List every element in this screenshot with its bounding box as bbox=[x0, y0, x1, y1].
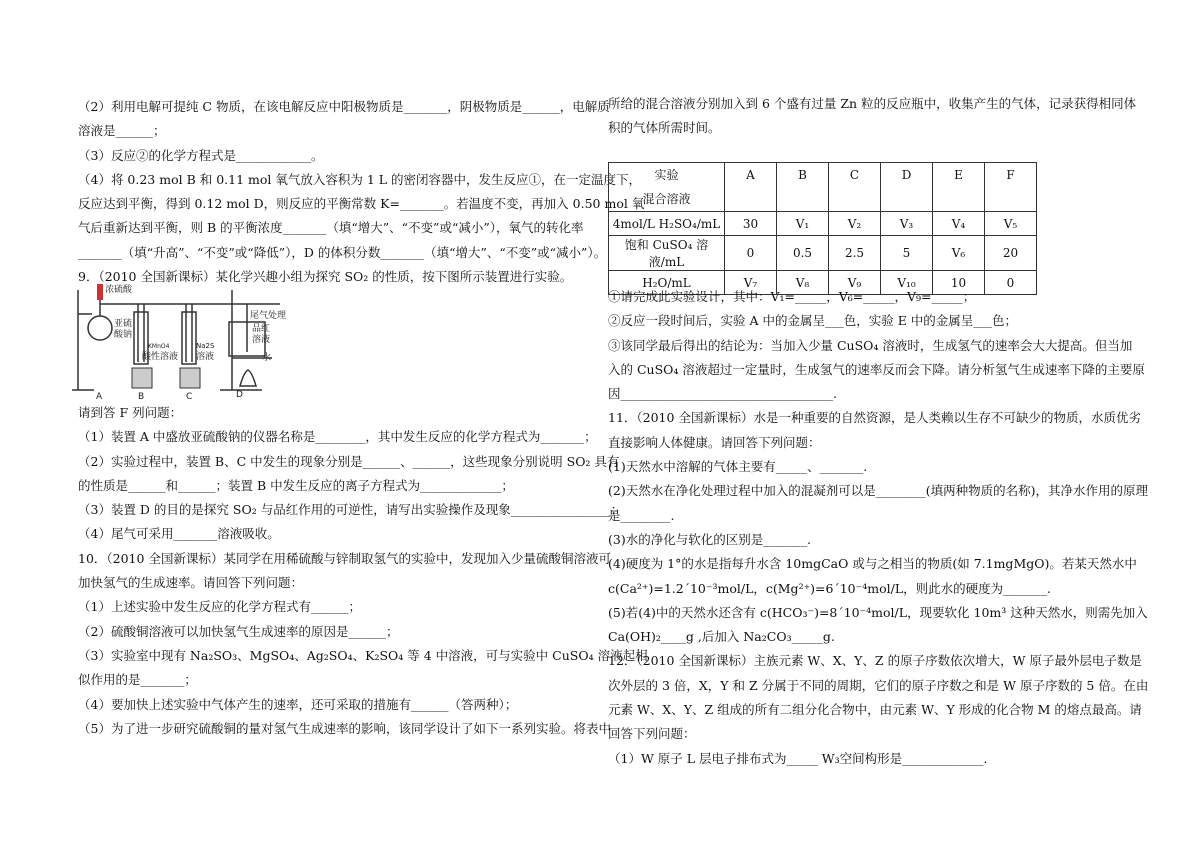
label-sulfite-2: 酸钠 bbox=[114, 330, 133, 340]
left-column-text-1 bbox=[78, 95, 645, 289]
table-cell: V₅ bbox=[985, 212, 1037, 236]
header-experiment: 实验 bbox=[654, 168, 679, 182]
text-line: 的性质是______和______；装置 B 中发生反应的离子方程式为_____________； bbox=[78, 477, 514, 493]
text-line: 加快氢气的生成速率。请回答下列问题： bbox=[78, 575, 304, 591]
text-line: （4）要加快上述实验中气体产生的速率，还可采取的措施有______（答两种）； bbox=[78, 696, 518, 712]
text-line: 因__________________________________. bbox=[608, 386, 837, 402]
text-line: （4）将 0.23 mol B 和 0.11 mol 氧气放入容积为 1 L 的密闭容器中，发生反应①，在一定温度下， bbox=[78, 171, 642, 187]
text-line: (2)天然水在净化处理过程中加入的混凝剂可以是________(填两种物质的名称)，其净水作用的原理 bbox=[608, 483, 1148, 499]
text-line: （4）尾气可采用_______溶液吸收。 bbox=[78, 526, 280, 542]
table-cell: V₆ bbox=[933, 236, 985, 271]
text-line: 所给的混合溶液分别加入到 6 个盛有过量 Zn 粒的反应瓶中，收集产生的气体，记录获得相同体 bbox=[608, 96, 1137, 111]
text-line: （1）装置 A 中盛放亚硫酸钠的仪器名称是________，其中发生反应的化学方程式为_______； bbox=[78, 429, 597, 445]
table-cell: 0.5 bbox=[777, 236, 829, 271]
text-line: （2）实验过程中，装置 B、C 中发生的现象分别是______、______，这些现象分别说明 SO₂ 具有 bbox=[78, 453, 620, 469]
label-C: C bbox=[186, 392, 193, 400]
text-line: c(Ca²⁺)=1.2´10⁻³mol/L，c(Mg²⁺)=6´10⁻⁴mol/L，则此水的硬度为_______. bbox=[608, 580, 1051, 596]
text-line: 元素 W、X、Y、Z 组成的所有二组分化合物中，由元素 W、Y 形成的化合物 M 的熔点最高。请 bbox=[608, 702, 1142, 718]
text-line: （2）利用电解可提纯 C 物质，在该电解反应中阳极物质是_______，阴极物质是______，电解质 bbox=[78, 99, 610, 114]
text-line: （5）为了进一步研究硫酸铜的量对氢气生成速率的影响，该同学设计了如下一系列实验。将表中 bbox=[78, 720, 611, 736]
text-line: 次外层的 3 倍，X，Y 和 Z 分属于不同的周期，它们的原子序数之和是 W 原子序数的 5 倍。在由 bbox=[608, 677, 1149, 693]
label-water: 水 bbox=[262, 353, 272, 363]
text-line: 请到答 F 列问题： bbox=[78, 405, 183, 420]
header-corner bbox=[609, 163, 725, 212]
right-column-text-1 bbox=[608, 92, 1148, 141]
label-pinhong-1: 品红 bbox=[252, 324, 271, 334]
col-header: C bbox=[829, 163, 881, 212]
left-column-text-2 bbox=[78, 401, 648, 741]
table-row bbox=[609, 236, 1037, 271]
col-header: F bbox=[985, 163, 1037, 212]
table-cell: V₇ bbox=[725, 271, 777, 295]
text-line: （1）W 原子 L 层电子排布式为_____ W₃空间构形是_____________. bbox=[608, 750, 988, 766]
label-D: D bbox=[236, 390, 243, 400]
text-line: 9．（2010 全国新课标）某化学兴趣小组为探究 SO₂ 的性质，按下图所示装置进行实验。 bbox=[78, 269, 573, 285]
table-cell: V₂ bbox=[829, 212, 881, 236]
text-line: 溶液是______； bbox=[78, 123, 166, 139]
label-kmno4: KMnO4 bbox=[148, 343, 170, 350]
col-header: B bbox=[777, 163, 829, 212]
text-line: Ca(OH)₂____g ,后加入 Na₂CO₃_____g. bbox=[608, 629, 835, 645]
table-header-row bbox=[609, 163, 1037, 212]
text-line: （3）反应②的化学方程式是____________。 bbox=[78, 147, 324, 163]
header-mixed-solution: 混合溶液 bbox=[642, 192, 691, 206]
text-line: ①请完成此实验设计，其中：V₁=_____，V₆=_____，V₉=_____； bbox=[608, 289, 976, 304]
col-header: E bbox=[933, 163, 985, 212]
table-cell: 5 bbox=[881, 236, 933, 271]
table-row bbox=[609, 212, 1037, 236]
label-B: B bbox=[138, 392, 145, 400]
text-line: 积的气体所需时间。 bbox=[608, 120, 721, 136]
table-cell: V₃ bbox=[881, 212, 933, 236]
table-cell: V₉ bbox=[829, 271, 881, 295]
row-label: 4mol/L H₂SO₄/mL bbox=[609, 212, 725, 236]
text-line: 10．（2010 全国新课标）某同学在用稀硫酸与锌制取氢气的实验中，发现加入少量硫酸铜溶液可 bbox=[78, 550, 611, 566]
right-column-text-2 bbox=[608, 285, 1148, 771]
text-line: （1）上述实验中发生反应的化学方程式有______； bbox=[78, 599, 361, 615]
label-sulfite-1: 亚硫 bbox=[114, 319, 133, 329]
text-line: 是________. bbox=[608, 507, 675, 523]
label-conc-acid: 浓硫酸 bbox=[105, 285, 133, 295]
text-line: 11．（2010 全国新课标）水是一种重要的自然资源，是人类赖以生存不可缺少的物质，水质优劣 bbox=[608, 410, 1141, 426]
apparatus-figure bbox=[72, 282, 294, 400]
table-cell: V₄ bbox=[933, 212, 985, 236]
col-header: D bbox=[881, 163, 933, 212]
text-line: （2）硫酸铜溶液可以加快氢气生成速率的原因是______； bbox=[78, 623, 399, 639]
table-cell: 30 bbox=[725, 212, 777, 236]
col-header: A bbox=[725, 163, 777, 212]
table-cell: 20 bbox=[985, 236, 1037, 271]
text-line: (1)天然水中溶解的气体主要有_____、_______. bbox=[608, 459, 868, 475]
text-line: (4)硬度为 1°的水是指每升水含 10mgCaO 或与之相当的物质(如 7.1mgMgO)。若某天然水中 bbox=[608, 556, 1137, 572]
text-line: 气后重新达到平衡，则 B 的平衡浓度_______（填“增大”、“不变”或“减小”），氧气的转化率 bbox=[78, 220, 584, 236]
table-cell: 0 bbox=[985, 271, 1037, 295]
text-line: 似作用的是_______； bbox=[78, 672, 197, 688]
label-solution: 溶液 bbox=[196, 352, 215, 362]
label-A: A bbox=[96, 392, 103, 400]
apparatus-diagram bbox=[72, 282, 294, 400]
label-tail-gas: 尾气处理 bbox=[250, 311, 287, 321]
row-label: H₂O/mL bbox=[609, 271, 725, 295]
text-line: 反应达到平衡，得到 0.12 mol D，则反应的平衡常数 K=_______。若温度不变，再加入 0.50 mol 氧 bbox=[78, 196, 645, 212]
table-cell: V₁₀ bbox=[881, 271, 933, 295]
text-line: (3)水的净化与软化的区别是_______. bbox=[608, 531, 811, 547]
table-body bbox=[609, 212, 1037, 295]
text-line: 入的 CuSO₄ 溶液超过一定量时，生成氢气的速率反而会下降。请分析氢气生成速率下降的主要原 bbox=[608, 361, 1145, 377]
table-cell: 10 bbox=[933, 271, 985, 295]
text-line: （3）装置 D 的目的是探究 SO₂ 与品红作用的可逆性，请写出实验操作及现象________________； bbox=[78, 502, 624, 518]
row-label: 饱和 CuSO₄ 溶液/mL bbox=[609, 236, 725, 271]
text-line: 回答下列问题： bbox=[608, 726, 696, 742]
text-line: ②反应一段时间后，实验 A 中的金属呈___色，实验 E 中的金属呈___色； bbox=[608, 313, 1018, 329]
label-na2s: Na2S bbox=[196, 342, 215, 350]
text-line: (5)若(4)中的天然水还含有 c(HCO₃⁻)=8´10⁻⁴mol/L，现要软化 10m³ 这种天然水，则需先加入 bbox=[608, 604, 1148, 620]
text-line: ③该同学最后得出的结论为：当加入少量 CuSO₄ 溶液时，生成氢气的速率会大大提高。但当加 bbox=[608, 337, 1133, 353]
text-line: _______（填“升高”、“不变”或“降低”），D 的体积分数_______（填“增大”、“不变”或“减小”）。 bbox=[78, 244, 607, 260]
text-line: 12．（2010 全国新课标）主族元素 W、X、Y、Z 的原子序数依次增大，W 原子最外层电子数是 bbox=[608, 653, 1142, 669]
label-acidic-solution: 酸性溶液 bbox=[142, 352, 179, 362]
label-pinhong-2: 溶液 bbox=[252, 335, 271, 345]
text-line: 直接影响人体健康。请回答下列问题： bbox=[608, 434, 821, 450]
table-cell: 2.5 bbox=[829, 236, 881, 271]
experiment-table bbox=[608, 162, 1037, 295]
text-line: （3）实验室中现有 Na₂SO₃、MgSO₄、Ag₂SO₄、K₂SO₄ 等 4 中溶液，可与实验中 CuSO₄ 溶液起相 bbox=[78, 647, 648, 663]
table-cell: V₈ bbox=[777, 271, 829, 295]
table-cell: 0 bbox=[725, 236, 777, 271]
table-cell: V₁ bbox=[777, 212, 829, 236]
